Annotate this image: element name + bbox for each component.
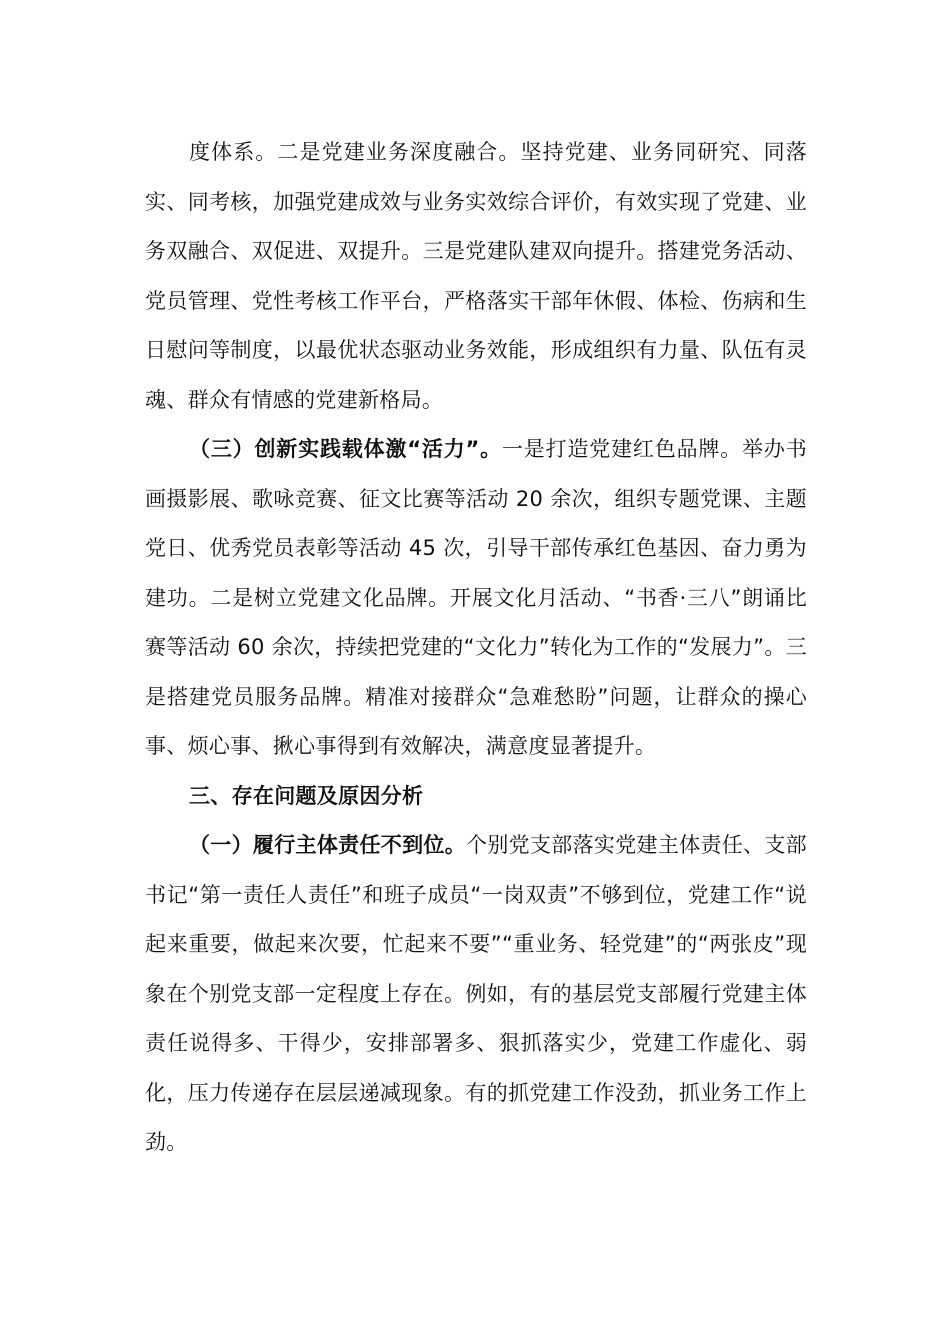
paragraph-text: 一是打造党建红色品牌。举办书画摄影展、歌咏竞赛、征文比赛等活动 20 余次，组织专题党课、主题党日、优秀党员表彰等活动 45 次，引导干部传承红色基因、奋力勇为建功。二是树立党建文化品牌。开展文化月活动、“书香·三八”朗诵比赛等活动 60 余次，持续把党建的“文化力”转化为工作的“发展力”。三是搭建党员服务品牌。精准对接群众“急难愁盼”问题，让群众的操心事、烦心事、揪心事得到有效解决，满意度显著提升。	[145, 437, 808, 758]
section-heading: 三、存在问题及原因分析	[189, 783, 424, 808]
paragraph-innovation-carriers	[145, 425, 807, 772]
paragraph-party-building-integration	[145, 128, 807, 425]
paragraph-lead: （三）创新实践载体激“活力”。	[189, 437, 502, 461]
paragraph-lead: （一）履行主体责任不到位。	[189, 833, 467, 857]
document-body	[145, 128, 807, 1168]
paragraph-text: 度体系。二是党建业务深度融合。坚持党建、业务同研究、同落实、同考核，加强党建成效与业务实效综合评价，有效实现了党建、业务双融合、双促进、双提升。三是党建队建双向提升。搭建党务活动、党员管理、党性考核工作平台，严格落实干部年休假、体检、伤病和生日慰问等制度，以最优状态驱动业务效能，形成组织有力量、队伍有灵魂、群众有情感的党建新格局。	[145, 140, 807, 412]
paragraph-text: 个别党支部落实党建主体责任、支部书记“第一责任人责任”和班子成员“一岗双责”不够到位，党建工作“说起来重要，做起来次要，忙起来不要”“重业务、轻党建”的“两张皮”现象在个别党支部一定程度上存在。例如，有的基层党支部履行党建主体责任说得多、干得少，安排部署多、狠抓落实少，党建工作虚化、弱化，压力传递存在层层递减现象。有的抓党建工作没劲，抓业务工作上劲。	[145, 833, 807, 1154]
paragraph-main-responsibility	[145, 821, 807, 1168]
